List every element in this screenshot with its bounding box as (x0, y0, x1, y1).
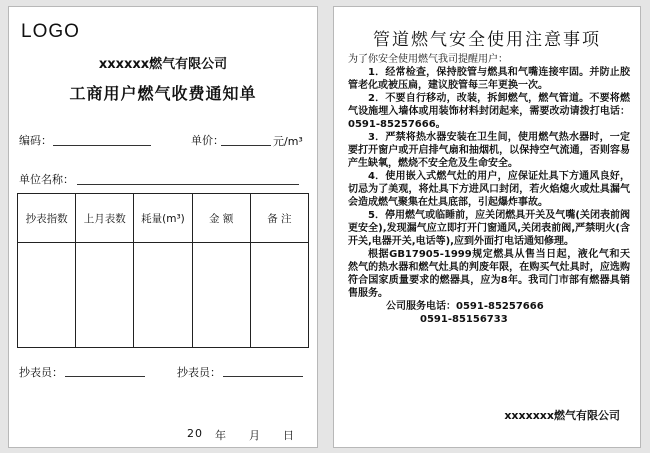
notice-item-5: 5．停用燃气或临睡前，应关闭燃具开关及气嘴(关闭表前阀更安全),发现漏气应立即打开门窗通风,关闭表前阀,严禁明火(含开关,电器开关,电话等),应到外面打电话通知修理。 (348, 210, 630, 247)
col-header-amount: 金 额 (192, 194, 250, 243)
notice-item-2: 2．不要自行移动，改装，拆卸燃气，燃气管道。不要将燃气设施埋入墙体或用装饰材料封闭起来，需要改动请拨打电话：0591-85257666。 (348, 93, 630, 130)
col-header-last-month: 上月表数 (76, 194, 134, 243)
code-field[interactable] (53, 145, 151, 146)
cell-amount[interactable] (192, 243, 250, 348)
col-header-remark: 备 注 (250, 194, 308, 243)
notice-item-3: 3．严禁将热水器安装在卫生间，使用燃气热水器时，一定要打开窗户或开启排气扇和抽烟机，以保持空气流通，否则容易产生缺氧，燃烧不安全危及生命安全。 (348, 132, 630, 169)
company-name: xxxxxx燃气有限公司 (98, 57, 228, 72)
cell-last-month[interactable] (76, 243, 134, 348)
safety-company-name: xxxxxxx燃气有限公司 (504, 409, 620, 422)
contact-label: 公司服务电话： (386, 301, 456, 312)
table-row (18, 243, 309, 348)
table-header-row (18, 194, 309, 243)
price-field[interactable] (221, 145, 271, 146)
unit-name-field[interactable] (77, 184, 299, 185)
safety-notice-body (348, 53, 630, 326)
date-year-prefix: 20 (187, 427, 203, 440)
code-label: 编码： (19, 134, 52, 147)
cell-remark[interactable] (250, 243, 308, 348)
safety-notice-sheet (333, 6, 641, 448)
billing-notice-sheet (8, 6, 318, 448)
safety-title: 管道燃气安全使用注意事项 (373, 30, 601, 50)
notice-intro: 为了你安全使用燃气我司提醒用户： (348, 54, 508, 65)
phone-1: 0591-85257666 (456, 301, 544, 312)
col-header-reading: 抄表指数 (18, 194, 76, 243)
billing-table (17, 193, 309, 348)
reader2-label: 抄表员： (177, 366, 221, 379)
price-unit: 元/m³ (273, 135, 303, 148)
form-title: 工商用户燃气收费通知单 (69, 84, 257, 103)
date-day: 日 (283, 429, 295, 442)
notice-item-4: 4．使用嵌入式燃气灶的用户，应保证灶具下方通风良好，切忌为了美观，将灶具下方进风口封闭，若火焰熄火或灶具漏气会造成燃气聚集在灶具底部，引起爆炸事故。 (348, 171, 630, 208)
date-month: 月 (249, 429, 261, 442)
phone-2: 0591-85156733 (420, 314, 508, 325)
logo: LOGO (21, 21, 80, 42)
price-label: 单价： (191, 134, 224, 147)
contact-line (348, 300, 630, 313)
notice-item-1: 1．经常检查，保持胶管与燃具和气嘴连接牢固。并防止胶管老化或被压扁，建议胶管每三年更换一次。 (348, 67, 630, 91)
cell-reading[interactable] (18, 243, 76, 348)
reader1-label: 抄表员： (19, 366, 63, 379)
date-year: 年 (215, 429, 227, 442)
notice-regulation: 根据GB17905-1999规定燃具从售当日起，液化气和天然气的热水器和燃气灶具的判废年限，在购买气灶具时，应选购符合国家质量要求的燃器具，应为8年。我司门市部有燃器具销售服务。 (348, 249, 630, 299)
unit-name-label: 单位名称： (19, 173, 74, 186)
col-header-consumption: 耗量(m³) (134, 194, 192, 243)
cell-consumption[interactable] (134, 243, 192, 348)
reader2-field[interactable] (223, 376, 303, 377)
reader1-field[interactable] (65, 376, 145, 377)
